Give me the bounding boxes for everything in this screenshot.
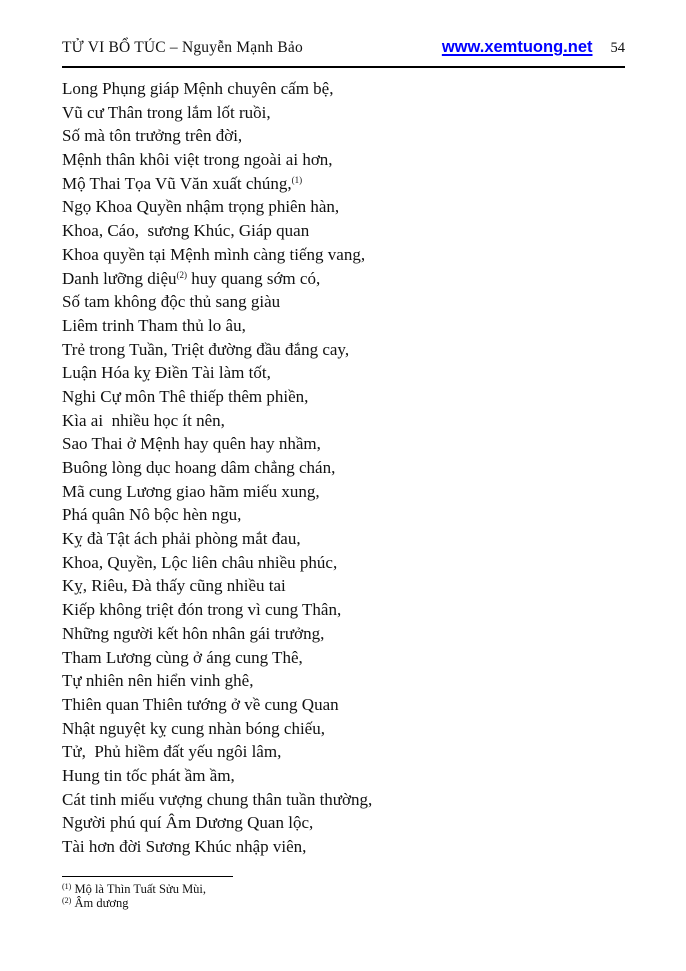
poem-line: [62, 172, 625, 196]
poem-line: [62, 148, 625, 172]
poem-line-text: Phá quân Nô bộc hèn ngu,: [62, 505, 242, 525]
poem-line: [62, 740, 625, 764]
poem-line: [62, 338, 625, 362]
poem-line-text: Danh lưỡng diệu: [62, 268, 177, 288]
site-link[interactable]: www.xemtuong.net: [441, 38, 593, 56]
footnote-marker-2: (2): [62, 896, 72, 906]
footnotes-section: [62, 876, 625, 911]
footnote-2: [62, 896, 625, 911]
poem-line-text: Kiếp không triệt đón trong vì cung Thân,: [62, 600, 342, 620]
poem-line-text: Nhật nguyệt kỵ cung nhàn bóng chiếu,: [62, 718, 325, 738]
poem-line: [62, 77, 625, 101]
poem-line: [62, 195, 625, 219]
page-number: 54: [610, 40, 625, 56]
poem-line: [62, 101, 625, 125]
poem-line: [62, 480, 625, 504]
poem-line: [62, 811, 625, 835]
poem-line: [62, 551, 625, 575]
poem-line-text: Long Phụng giáp Mệnh chuyên cấm bệ,: [62, 79, 334, 98]
poem-line: [62, 290, 625, 314]
poem-line-text: Nghi Cự môn Thê thiếp thêm phiền,: [62, 386, 309, 406]
poem-line: [62, 267, 625, 291]
poem-line: [62, 598, 625, 622]
poem-line-text: Thiên quan Thiên tướng ở về cung Quan: [62, 694, 339, 714]
poem-line-text: Ngọ Khoa Quyền nhậm trọng phiên hàn,: [62, 197, 340, 217]
poem-line-text: Khoa quyền tại Mệnh mình càng tiếng vang,: [62, 244, 366, 264]
poem-line: [62, 574, 625, 598]
poem-line: [62, 717, 625, 741]
footnote-marker-1: (1): [62, 881, 72, 891]
poem-line-text: Kỵ, Riêu, Đà thấy cũng nhiều tai: [62, 576, 286, 596]
poem-line-text: Cát tinh miếu vượng chung thân tuần thường,: [62, 789, 373, 809]
poem-line-text: Tài hơn đời Sương Khúc nhập viên,: [62, 837, 307, 856]
poem-line: [62, 503, 625, 527]
footnote-divider: [62, 876, 233, 877]
poem-line: [62, 432, 625, 456]
footnote-text-1: Mộ là Thìn Tuất Sửu Mùi,: [71, 881, 207, 896]
poem-line-text: Hung tin tốc phát ầm ầm,: [62, 765, 235, 785]
poem-line-text: Vũ cư Thân trong lắm lốt ruồi,: [62, 102, 271, 122]
poem-line-text: Buông lòng dục hoang dâm chẳng chán,: [62, 458, 336, 477]
poem-line-text: Sao Thai ở Mệnh hay quên hay nhầm,: [62, 434, 321, 454]
poem-line: [62, 409, 625, 433]
poem-line-text: Mã cung Lương giao hãm miếu xung,: [62, 481, 320, 501]
poem-line: [62, 219, 625, 243]
poem-line-text: Tham Lương cùng ở áng cung Thê,: [62, 647, 303, 667]
poem-line: [62, 835, 625, 859]
header-right: [442, 38, 625, 57]
poem-line: [62, 243, 625, 267]
poem-line-text: Mộ Thai Tọa Vũ Văn xuất chúng,: [62, 173, 292, 193]
poem-line: [62, 527, 625, 551]
poem-line-text: Những người kết hôn nhân gái trưởng,: [62, 623, 325, 643]
poem-line-text: Người phú quí Âm Dương Quan lộc,: [62, 813, 314, 833]
page-header: [62, 38, 625, 68]
poem-line-text: Tử, Phủ hiềm đất yếu ngôi lâm,: [62, 742, 282, 762]
poem-line-text: huy quang sớm có,: [187, 268, 321, 288]
book-title: TỬ VI BỔ TÚC – Nguyễn Mạnh Bảo: [62, 39, 303, 56]
poem-line: [62, 314, 625, 338]
poem-line-text: Liêm trinh Tham thủ lo âu,: [62, 315, 246, 335]
poem-line: [62, 764, 625, 788]
poem-line-text: Số tam không độc thủ sang giàu: [62, 292, 281, 312]
poem-line: [62, 385, 625, 409]
poem-line-text: Trẻ trong Tuần, Triệt đường đầu đắng cay,: [62, 339, 350, 359]
poem-line-text: Khoa, Quyền, Lộc liên châu nhiều phúc,: [62, 552, 338, 572]
poem-line-text: Luận Hóa kỵ Điền Tài làm tốt,: [62, 363, 271, 383]
footnote-1: [62, 882, 625, 897]
poem-line: [62, 646, 625, 670]
poem-line-text: Tự nhiên nên hiển vinh ghê,: [62, 671, 254, 691]
poem-line-text: Số mà tôn trưởng trên đời,: [62, 126, 243, 146]
poem-line: [62, 361, 625, 385]
footnote-text-2: Âm dương: [71, 896, 129, 911]
poem-line-text: Kỵ đà Tật ách phải phòng mắt đau,: [62, 529, 301, 549]
poem-line: [62, 693, 625, 717]
poem-line: [62, 456, 625, 480]
poem-line-text: Mệnh thân khôi việt trong ngoài ai hơn,: [62, 150, 333, 170]
poem-line-text: Khoa, Cáo, sương Khúc, Giáp quan: [62, 221, 310, 241]
poem-line: [62, 669, 625, 693]
footnote-ref-icon: (1): [291, 174, 303, 185]
poem-line-text: Kìa ai nhiều học ít nên,: [62, 410, 225, 430]
poem-body: [62, 77, 625, 859]
poem-line: [62, 124, 625, 148]
footnote-ref-icon: (2): [176, 269, 188, 280]
poem-line: [62, 622, 625, 646]
poem-line: [62, 788, 625, 812]
